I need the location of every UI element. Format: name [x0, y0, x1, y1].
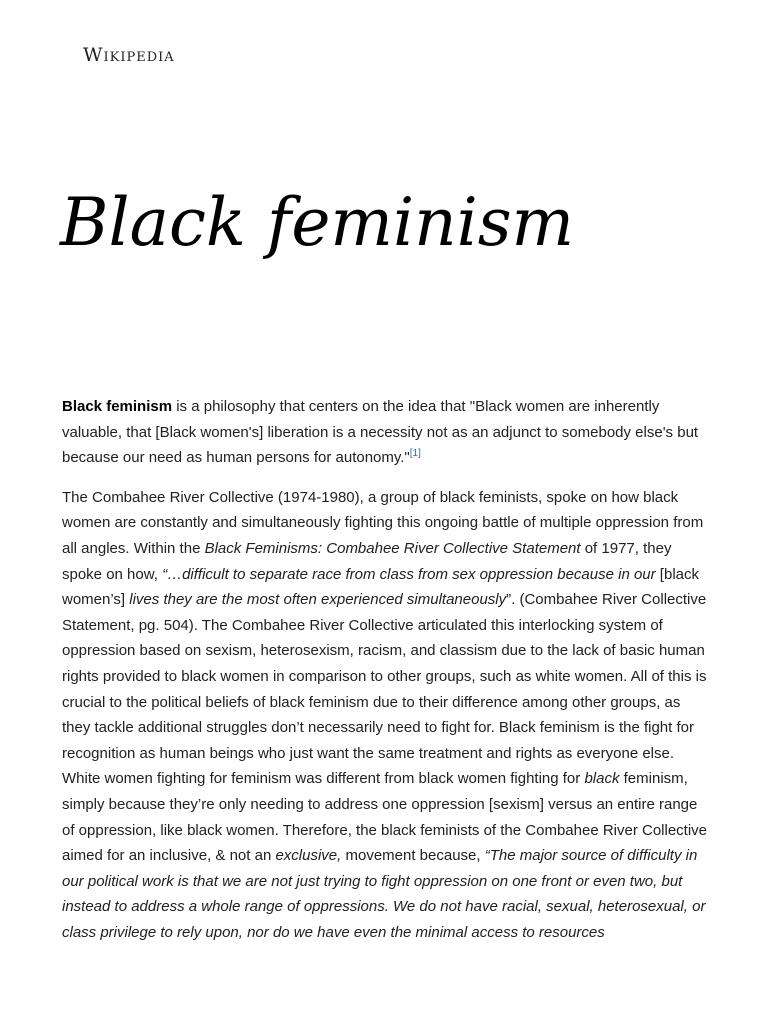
italic-text: lives they are the most often experienced simultaneously: [129, 591, 507, 609]
para-text: movement because,: [341, 847, 485, 865]
italic-text: black: [584, 770, 620, 788]
para-text: of 1977, they spoke on how,: [62, 539, 672, 583]
bold-term: Black feminism: [62, 398, 173, 415]
intro-paragraph: [62, 394, 712, 471]
para-text: The Combahee River Collective (1974-1980), a group of black feminists, spoke on how black women are constantly and simultaneously fighting this ongoing battle of multiple oppression from all angles. Within the: [62, 488, 704, 557]
intro-text: is a philosophy that centers on the idea that "Black women are inherently valuable, that [Black women's] liberation is a necessity not as an adjunct to somebody else's but because our need as human persons for autonomy.": [62, 398, 699, 467]
para-text: ”. (Combahee River Collective Statement, pg. 504). The Combahee River Collective articulated this interlocking system of oppression based on sexism, heterosexism, racism, and classism due to the lack of basic human rights provided to black women in comparison to other groups, such as white women. All of this is crucial to the political beliefs of black feminism due to their difference among other groups, as they tackle additional struggles don’t necessarily need to fight for. Black feminism is the fight for recognition as human beings who just want the same treatment and rights as everyone else. White women fighting for feminism was different from black women fighting for: [62, 591, 707, 788]
italic-text: Black Feminisms: Combahee River Collective Statement: [204, 539, 581, 557]
combahee-paragraph: [62, 485, 712, 946]
article-body: [62, 394, 712, 959]
italic-text: “…difficult to separate race from class from sex oppression because in our: [162, 565, 656, 583]
italic-text: “The major source of difficulty in our political work is that we are not just trying to fight oppression on one front or even two, but instead to address a whole range of oppressions. We do not have racial, sexual, heterosexual, or class privilege to rely upon, nor do we have even the minimal access to resources: [62, 847, 706, 941]
reference-link[interactable]: [1]: [409, 448, 421, 460]
para-text: feminism, simply because they’re only needing to address one oppression [sexism] versus an entire range of oppression, like black women. Therefore, the black feminists of the Combahee River Collective aimed for an inclusive, & not an: [62, 770, 708, 865]
para-text: [black women’s]: [62, 565, 699, 609]
wikipedia-logo[interactable]: Wikipedia: [83, 44, 175, 66]
page-title: Black feminism: [60, 184, 575, 261]
italic-text: exclusive,: [275, 847, 342, 865]
